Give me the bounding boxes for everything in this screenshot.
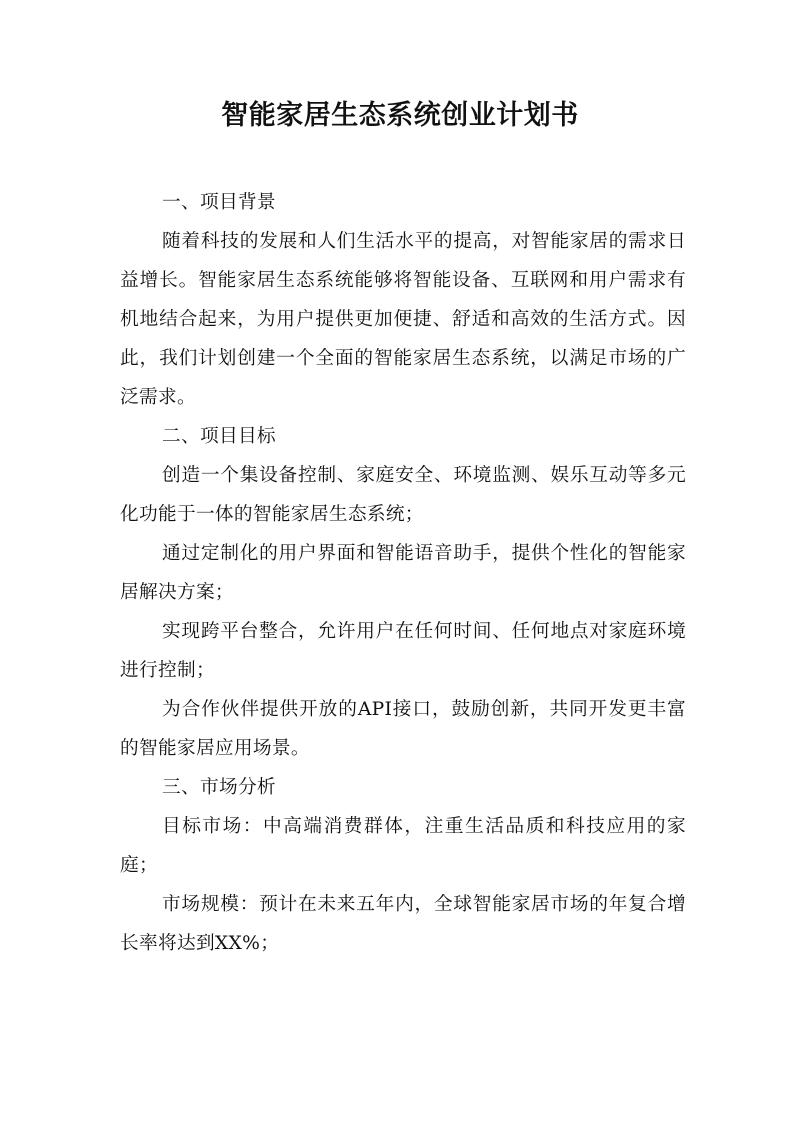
paragraph: 目标市场：中高端消费群体，注重生活品质和科技应用的家庭； — [120, 816, 686, 876]
document-body — [120, 183, 686, 963]
paragraph: 实现跨平台整合，允许用户在任何时间、任何地点对家庭环境进行控制； — [120, 621, 686, 681]
paragraph: 通过定制化的用户界面和智能语音助手，提供个性化的智能家居解决方案； — [120, 543, 686, 603]
section-heading: 三、市场分析 — [162, 777, 276, 798]
section-project-goals — [120, 417, 686, 768]
paragraph: 市场规模：预计在未来五年内，全球智能家居市场的年复合增长率将达到XX%； — [120, 894, 686, 954]
paragraph: 为合作伙伴提供开放的API接口，鼓励创新，共同开发更丰富的智能家居应用场景。 — [120, 699, 686, 759]
document-title: 智能家居生态系统创业计划书 — [221, 100, 579, 131]
section-market-analysis — [120, 768, 686, 963]
section-project-background — [120, 183, 686, 417]
paragraph: 随着科技的发展和人们生活水平的提高，对智能家居的需求日益增长。智能家居生态系统能够将智能设备、互联网和用户需求有机地结合起来，为用户提供更加便捷、舒适和高效的生活方式。因此，我们计划创建一个全面的智能家居生态系统，以满足市场的广泛需求。 — [120, 231, 686, 408]
section-heading: 二、项目目标 — [162, 426, 276, 447]
paragraph: 创造一个集设备控制、家庭安全、环境监测、娱乐互动等多元化功能于一体的智能家居生态系统； — [120, 465, 686, 525]
section-heading: 一、项目背景 — [162, 192, 276, 213]
